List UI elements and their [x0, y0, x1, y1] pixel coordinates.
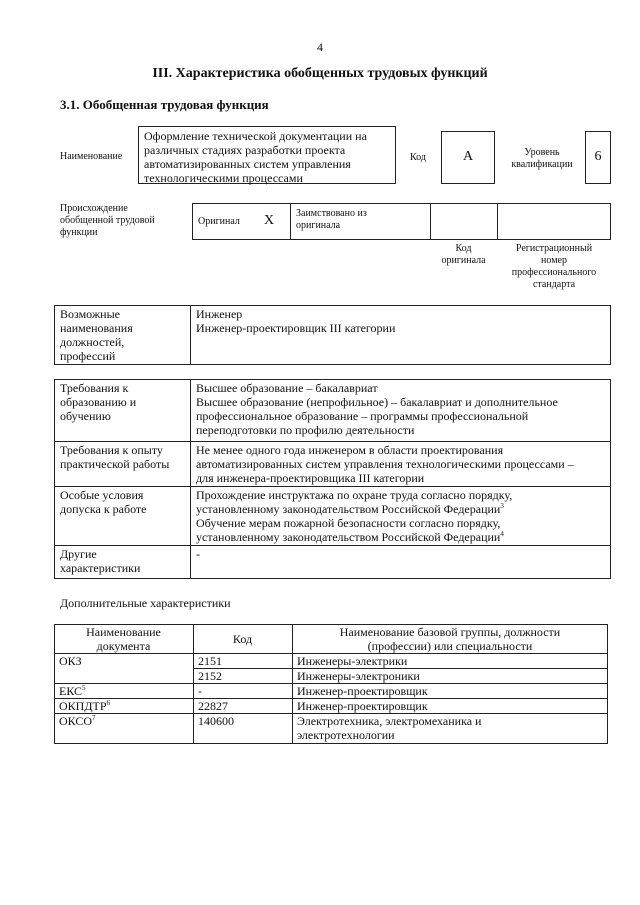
- header-document: Наименование документа: [86, 625, 161, 653]
- table-row-name: Инженер-проектировщик: [297, 684, 428, 698]
- reg-number-caption: Регистрационный номер профессионального стандарта: [511, 243, 597, 290]
- origin-divider-1: [290, 203, 291, 240]
- footnote-3: 3: [500, 502, 504, 510]
- code-label: Код: [410, 152, 426, 163]
- table-row-doc: ОКПДТР$^6$: [59, 699, 111, 713]
- table-row-name: Инженер-проектировщик: [297, 699, 428, 713]
- original-label: Оригинал: [198, 216, 240, 227]
- positions-values: Инженер Инженер-проектировщик III категории: [196, 307, 396, 335]
- positions-label: Возможные наименования должностей, профессий: [60, 307, 133, 363]
- table-row-name: Инженеры-электроники: [297, 669, 420, 683]
- table-row-code: 22827: [198, 699, 228, 713]
- requirements-row-line-1: [54, 441, 611, 442]
- other-label: Другие характеристики: [60, 547, 141, 575]
- education-label: Требования к образованию и обучению: [60, 381, 137, 423]
- borrowed-label: Заимствовано из оригинала: [296, 208, 367, 231]
- experience-label: Требования к опыту практической работы: [60, 443, 170, 471]
- experience-values: Не менее одного года инженером в области проектирования автоматизированных систем управления технологическими процессами – для инженера-проектировщика III категории: [196, 443, 574, 485]
- origin-label: Происхождение обобщенной трудовой функции: [60, 203, 155, 238]
- table-row-name: Инженеры-электрики: [297, 654, 408, 668]
- section-title: III. Характеристика обобщенных трудовых функций: [152, 66, 488, 81]
- conditions-label: Особые условия допуска к работе: [60, 488, 147, 516]
- origin-divider-3: [497, 203, 498, 240]
- table-row-code: 2151: [198, 654, 222, 668]
- table-row-code: -: [198, 684, 202, 698]
- positions-divider: [190, 305, 191, 365]
- code-value: A: [462, 149, 474, 164]
- table-row-doc: ЕКС$^5$: [59, 684, 86, 698]
- header-group-name: Наименование базовой группы, должности (профессии) или специальности: [339, 625, 561, 653]
- additional-title: Дополнительные характеристики: [60, 596, 231, 610]
- conditions-values: Прохождение инструктажа по охране труда согласно порядку, установленному законодательством Российской Федерации$^3$ Обучение мерам пожарной безопасности согласно порядку, установленному законодательством Российской Федерации$^4$: [196, 488, 513, 544]
- header-code: Код: [232, 632, 253, 646]
- level-value: 6: [594, 149, 602, 164]
- table-row-code: 2152: [198, 669, 222, 683]
- table-row-doc: ОКСО$^7$: [59, 714, 96, 728]
- other-value: -: [196, 547, 200, 561]
- education-values: Высшее образование – бакалавриат Высшее образование (непрофильное) – бакалавриат и дополнительное профессиональное образование – программы профессиональной переподготовки по профилю деятельности: [196, 381, 558, 437]
- origin-divider-2: [430, 203, 431, 240]
- requirements-row-line-3: [54, 545, 611, 546]
- table-row-name: Электротехника, электромеханика и электротехнологии: [297, 714, 482, 742]
- original-mark: X: [264, 213, 275, 228]
- name-label: Наименование: [60, 151, 123, 162]
- table-row-code: 140600: [198, 714, 234, 728]
- requirements-row-line-2: [54, 486, 611, 487]
- page-number: 4: [317, 40, 323, 54]
- requirements-divider: [190, 379, 191, 579]
- level-label: Уровень квалификации: [511, 147, 573, 170]
- footnote-4: 4: [500, 530, 504, 538]
- origin-table-box: [192, 203, 611, 240]
- name-value: Оформление технической документации на различных стадиях разработки проекта автоматизированных систем управления технологическими процессами: [144, 129, 367, 185]
- code-original-caption: Код оригинала: [441, 243, 486, 266]
- subsection-title: 3.1. Обобщенная трудовая функция: [60, 97, 269, 112]
- table-row-doc: ОКЗ: [59, 654, 82, 668]
